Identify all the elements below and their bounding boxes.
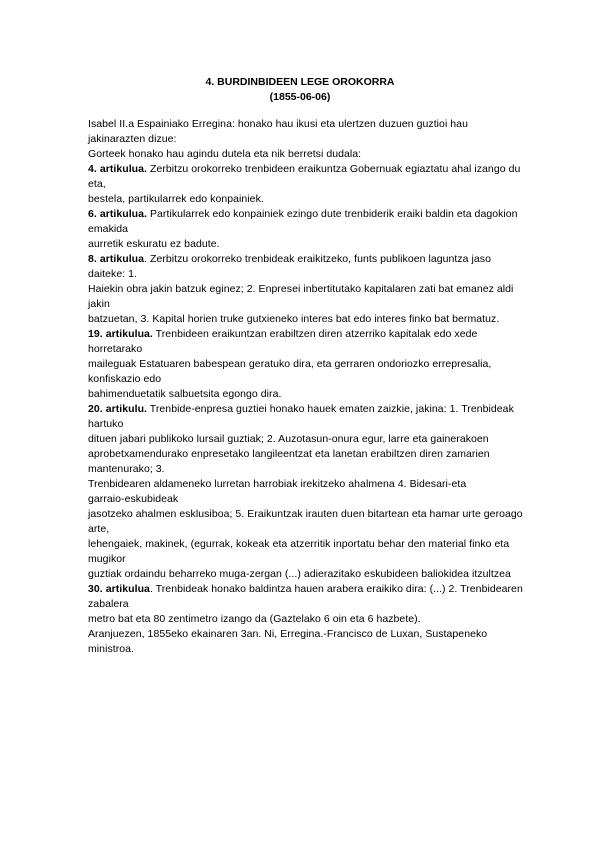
line-text: aprobetxamendurako enpresetako langileentzat eta lanetan erabiltzen diren zamarien xyxy=(88,448,490,460)
line-text: maileguak Estatuaren babespean geratuko dira, eta gerraren ondoriozko errepresalia, xyxy=(88,358,492,370)
line-text: bestela, partikularrek edo konpainiek. xyxy=(88,193,264,205)
body-line xyxy=(88,492,528,507)
body-line xyxy=(88,612,528,627)
body-line xyxy=(88,147,528,162)
body-line xyxy=(88,387,528,402)
body-line xyxy=(88,177,528,192)
line-text: Trenbide-enpresa guztiei honako hauek ematen zaizkie, jakina: 1. Trenbideak xyxy=(147,403,514,415)
body-line xyxy=(88,627,528,642)
body-line xyxy=(88,132,528,147)
article-line xyxy=(88,207,528,222)
line-text: Zerbitzu orokorreko trenbideen eraikuntza Gobernuak egiaztatu ahal izango du xyxy=(147,163,521,175)
line-text: Trenbidearen aldameneko lurretan harrobiak irekitzeko ahalmena 4. Bidesari-eta xyxy=(88,478,467,490)
line-text: lehengaiek, makinek, (egurrak, kokeak eta atzerritik inportatu behar den material finko eta xyxy=(88,538,510,550)
body-line xyxy=(88,222,528,237)
line-text: garraio-eskubideak xyxy=(88,493,179,505)
line-text: Aranjuezen, 1855eko ekainaren 3an. Ni, Erregina.-Francisco de Luxan, Sustapeneko xyxy=(88,628,488,640)
line-text: jakin xyxy=(88,298,110,310)
line-text: Gorteek honako hau agindu dutela eta nik berretsi dudala: xyxy=(88,148,362,160)
line-text: . Zerbitzu orokorreko trenbideak eraikitzeko, funts publikoen laguntza jaso xyxy=(144,253,491,265)
line-text: Partikularrek edo konpainiek ezingo dute trenbiderik eraiki baldin eta dagokion xyxy=(147,208,518,220)
document-title: 4. BURDINBIDEEN LEGE OROKORRA xyxy=(205,76,395,88)
line-text: Trenbideen eraikuntzan erabiltzen diren atzerriko kapitalak edo xede xyxy=(152,328,478,340)
article-heading: 30. artikulua xyxy=(88,583,150,595)
title-block xyxy=(0,75,600,105)
article-line xyxy=(88,162,528,177)
line-text: batzuetan, 3. Kapital horien truke gutxieneko interes bat edo interes finko bat bermatuz. xyxy=(88,313,500,325)
line-text: guztiak ordaindu beharreko muga-zergan (...) adierazitako eskubideen baliokidea itzultzea xyxy=(88,568,511,580)
body-line xyxy=(88,282,528,297)
line-text: konfiskazio edo xyxy=(88,373,162,385)
body-line xyxy=(88,372,528,387)
body-line xyxy=(88,642,528,657)
article-line xyxy=(88,402,528,417)
line-text: horretarako xyxy=(88,343,143,355)
line-text: zabalera xyxy=(88,598,129,610)
body-line xyxy=(88,267,528,282)
body-line xyxy=(88,417,528,432)
body-line xyxy=(88,342,528,357)
body-line xyxy=(88,237,528,252)
body-line xyxy=(88,462,528,477)
body-line xyxy=(88,117,528,132)
article-line xyxy=(88,582,528,597)
body-line xyxy=(88,522,528,537)
line-text: ministroa. xyxy=(88,643,135,655)
article-line xyxy=(88,327,528,342)
article-heading: 20. artikulu. xyxy=(88,403,148,415)
line-text: mugikor xyxy=(88,553,126,565)
body-line xyxy=(88,477,528,492)
line-text: hartuko xyxy=(88,418,124,430)
line-text: daiteke: 1. xyxy=(88,268,137,280)
document-body xyxy=(88,117,528,657)
article-heading: 19. artikulua. xyxy=(88,328,153,340)
line-text: emakida xyxy=(88,223,129,235)
line-text: Haiekin obra jakin batzuk eginez; 2. Enpresei inbertitutako kapitalaren zati bat emanez aldi xyxy=(88,283,514,295)
line-text: aurretik eskuratu ez badute. xyxy=(88,238,220,250)
body-line xyxy=(88,507,528,522)
body-line xyxy=(88,567,528,582)
line-text: arte, xyxy=(88,523,110,535)
line-text: metro bat eta 80 zentimetro izango da (Gaztelako 6 oin eta 6 hazbete). xyxy=(88,613,421,625)
line-text: Isabel II.a Espainiako Erregina: honako hau ikusi eta ulertzen duzuen guztioi hau xyxy=(88,118,468,130)
line-text: dituen jabari publikoko lursail guztiak; 2. Auzotasun-onura egur, larre eta gainerakoen xyxy=(88,433,489,445)
article-heading: 8. artikulua xyxy=(88,253,145,265)
body-line xyxy=(88,597,528,612)
body-line xyxy=(88,312,528,327)
body-line xyxy=(88,192,528,207)
line-text: jakinarazten dizue: xyxy=(88,133,177,145)
document-date: (1855-06-06) xyxy=(269,91,331,103)
line-text: . Trenbideak honako baldintza hauen arabera eraikiko dira: (...) 2. Trenbidearen xyxy=(149,583,523,595)
body-line xyxy=(88,537,528,552)
body-line xyxy=(88,432,528,447)
body-line xyxy=(88,447,528,462)
body-line xyxy=(88,552,528,567)
line-text: mantenurako; 3. xyxy=(88,463,165,475)
body-line xyxy=(88,357,528,372)
line-text: eta, xyxy=(88,178,106,190)
body-line xyxy=(88,297,528,312)
article-line xyxy=(88,252,528,267)
article-heading: 6. artikulua. xyxy=(88,208,148,220)
line-text: bahimenduetatik salbuetsita egongo dira. xyxy=(88,388,282,400)
article-heading: 4. artikulua. xyxy=(88,163,148,175)
line-text: jasotzeko ahalmen esklusiboa; 5. Eraikuntzak irauten duen bitartean eta hamar urte geroago xyxy=(88,508,523,520)
